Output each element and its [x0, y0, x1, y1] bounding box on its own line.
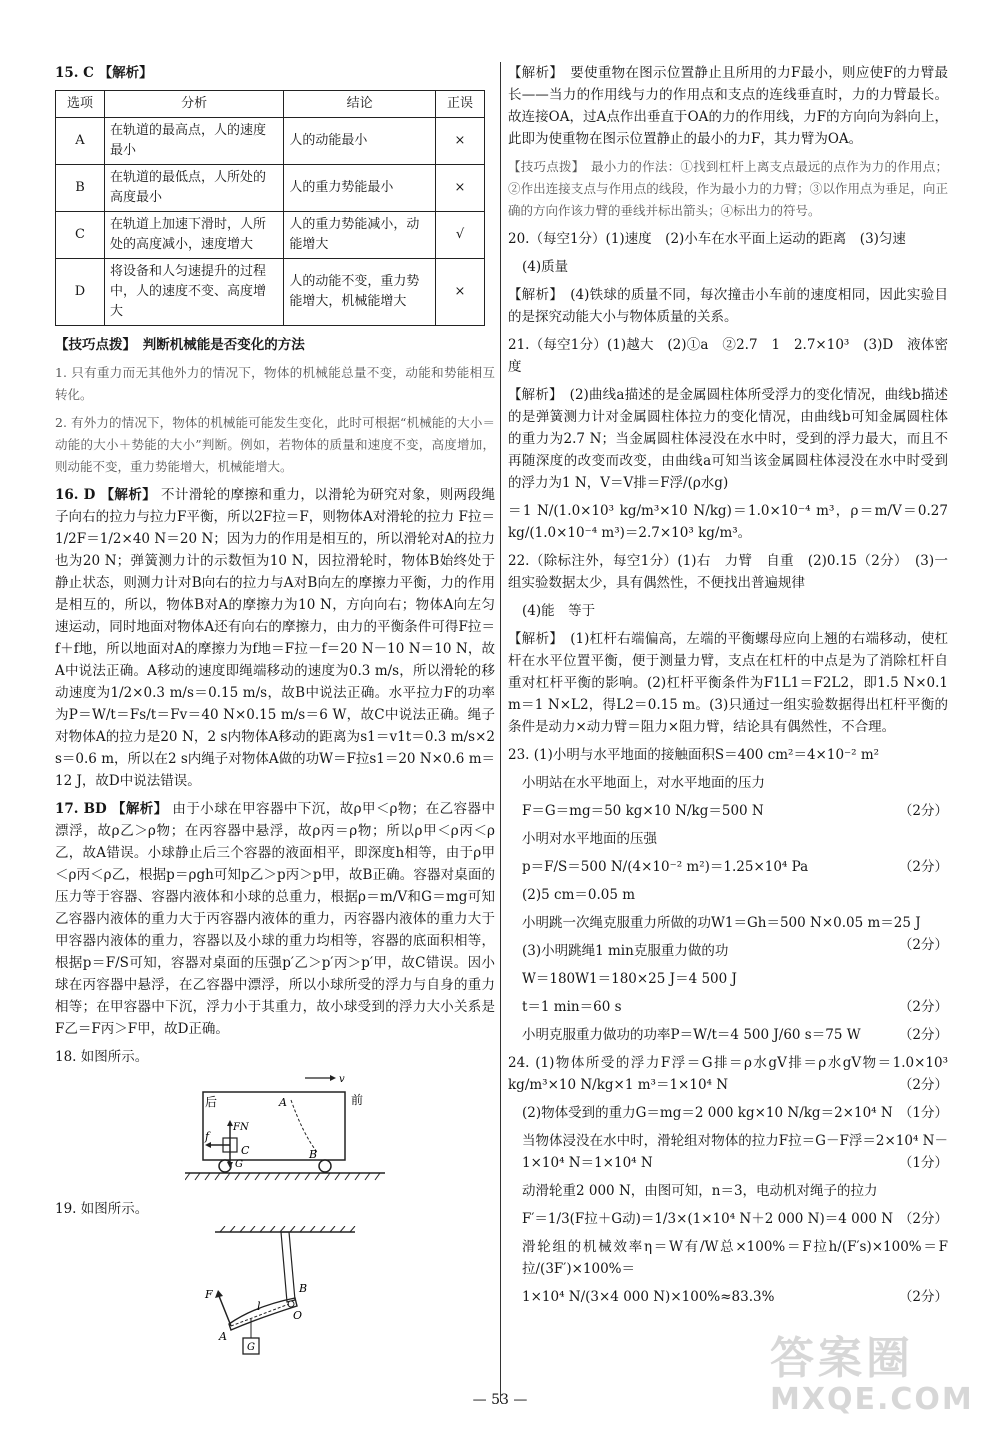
cell-mark: √	[436, 212, 485, 259]
q22-answer-cont: (4)能 等于	[522, 603, 596, 619]
label-A: A	[279, 1096, 287, 1109]
label-back: 后	[205, 1095, 218, 1109]
ball-path	[291, 1100, 317, 1152]
cart-wheel	[319, 1160, 331, 1172]
cell-option: D	[56, 259, 105, 326]
q20-analysis: 【解析】 (4)铁球的质量不同，每次撞击小车前的速度相同，因此实验目的是探究动能大小与物体质量的关系。	[508, 287, 948, 325]
cell-conclusion: 人的重力势能减小，动能增大	[284, 212, 436, 259]
q16-head: 16. D 【解析】	[55, 487, 157, 503]
q23-formula-work: 小明跳一次绳克服重力所做的功W1＝Gh＝500 N×0.05 m＝25 J	[522, 915, 921, 931]
q24-line-1	[508, 1052, 948, 1096]
label-front: 前	[351, 1093, 364, 1107]
q24-line-2	[508, 1102, 948, 1124]
q19-lever-diagram	[195, 1226, 365, 1366]
q15-tip-1: 1. 只有重力而无其他外力的情况下，物体的机械能总量不变，动能和势能相互转化。	[55, 365, 495, 402]
label-G: G	[235, 1159, 243, 1170]
cell-analysis: 将设备和人匀速提升的过程中，人的速度不变、高度增大	[104, 259, 283, 326]
q18-cart-diagram	[185, 1074, 385, 1184]
q23-points: （2分）	[898, 859, 948, 875]
q18-head: 18. 如图所示。	[55, 1049, 149, 1065]
q22-answer: 22.（除标注外，每空1分）(1)右 力臂 自重 (2)0.15（2分） (3)一组实验数据太少，具有偶然性，不便找出普遍规律	[508, 553, 948, 591]
cell-conclusion: 人的动能最小	[284, 118, 436, 165]
q23-line-11	[508, 1024, 948, 1046]
q24-points: （2分）	[898, 1211, 948, 1227]
cart-body	[203, 1092, 345, 1160]
q24-formula-efficiency: 1×10⁴ N/(3×4 000 N)×100%≈83.3%	[522, 1289, 775, 1305]
right-column	[508, 62, 948, 1314]
label-FN: FN	[233, 1122, 249, 1133]
q17-text: 由于小球在甲容器中下沉，故ρ甲＜ρ物；在乙容器中漂浮，故ρ乙＞ρ物；在丙容器中悬浮，故ρ丙＝ρ物；所以ρ甲＜ρ丙＜ρ乙，故A错误。小球静止后三个容器的液面相平，即深度h相等，由于ρ甲＜ρ丙＜ρ乙，根据p＝ρgh可知p乙＞p丙＞p甲，故B正确。容器对桌面的压力等于容器、容器内液体和小球的总重力，根据ρ＝m/V和G＝mg可知乙容器内液体的重力大于丙容器内液体的重力，丙容器内液体的重力大于甲容器内液体的重力，容器以及小球的重力均相等，容器的底面积相等，根据p＝F/S可知，容器对桌面的压强p′乙＞p′丙＞p′甲，故C错误。因小球在丙容器中悬浮，在乙容器中漂浮，所以小球所受的浮力与自身的重力相等；在甲容器中下沉，浮力小于其重力，故小球受到的浮力大小关系是F乙＝F丙＞F甲，故D正确。	[55, 801, 495, 1037]
force-F-arrowhead	[215, 1290, 223, 1298]
table-row	[56, 165, 485, 212]
q23-line-6: (2)5 cm＝0.05 m	[522, 887, 636, 903]
q23-formula-time: t＝1 min＝60 s	[522, 999, 622, 1015]
cell-mark: ×	[436, 165, 485, 212]
q19-head: 19. 如图所示。	[55, 1201, 149, 1217]
table-row	[56, 212, 485, 259]
table-header-row	[56, 91, 485, 118]
q23-line-3	[508, 800, 948, 822]
table-row	[56, 118, 485, 165]
q22-analysis: 【解析】 (1)杠杆右端偏高，左端的平衡螺母应向上翘的右端移动，使杠杆在水平位置平衡，便于测量力臂，支点在杠杆的中点是为了消除杠杆自重对杠杆平衡的影响。(2)杠杆平衡条件为F1L1＝F2L2，即1.5 N×0.1 m＝1 N×L2，得L2＝0.15 m。(3)只通过一组实验数据得出杠杆平衡的条件是动力×动力臂＝阻力×阻力臂，结论具有偶然性，不合理。	[508, 631, 948, 735]
q19-analysis: 【解析】 要使重物在图示位置静止且所用的力F最小，则应使F的力臂最长——当力的作用线与力的作用点和支点的连线垂直时，力的力臂最长。故连接OA，过A点作出垂直于OA的力的作用线，力F的方向向为斜向上，此即为使重物在图示位置静止的最小的力F，其力臂为OA。	[508, 65, 948, 147]
q18-figure	[185, 1074, 385, 1184]
watermark-line-1: 答案圈	[770, 1333, 914, 1384]
q23-points: （2分）	[898, 937, 948, 953]
q17-block	[55, 798, 495, 1040]
q23-line-10	[508, 996, 948, 1018]
left-column	[55, 62, 495, 1380]
cell-conclusion: 人的动能不变，重力势能增大，机械能增大	[284, 259, 436, 326]
col-header-option: 选项	[56, 91, 105, 118]
force-F-arrow	[219, 1296, 231, 1326]
cell-analysis: 在轨道的最高点，人的速度最小	[104, 118, 283, 165]
q23-formula-power: 小明克服重力做功的功率P＝W/t＝4 500 J/60 s＝75 W	[522, 1027, 861, 1043]
column-divider	[500, 62, 501, 1402]
q24-points: （1分）	[898, 1155, 948, 1171]
q16-text-1: 不计滑轮的摩擦和重力，以滑轮为研究对象，则两段绳子向右的拉力与拉力F平衡，所以2F拉＝F，则物体A对滑轮的拉力	[55, 487, 496, 525]
table-row	[56, 259, 485, 326]
label-F: F	[205, 1288, 213, 1301]
q23-formula-pressure: p＝F/S＝500 N/(4×10⁻² m²)＝1.25×10⁴ Pa	[522, 859, 809, 875]
label-B: B	[309, 1148, 318, 1161]
label-l: l	[257, 1300, 261, 1313]
q24-line-5	[508, 1208, 948, 1230]
watermark-logo	[770, 1322, 974, 1417]
q16-block	[55, 484, 495, 792]
q23-line-5	[508, 856, 948, 878]
q23-points: （2分）	[898, 999, 948, 1015]
velocity-arrowhead	[330, 1075, 336, 1081]
q20-answer: 20.（每空1分）(1)速度 (2)小车在水平面上运动的距离 (3)匀速	[508, 231, 906, 247]
q23-line-2: 小明站在水平地面上，对水平地面的压力	[522, 775, 765, 791]
col-header-analysis: 分析	[104, 91, 283, 118]
q19-figure	[195, 1226, 365, 1366]
label-C: C	[241, 1144, 250, 1157]
q16-text-2: F拉＝1/2F＝1/2×40 N＝20 N；因为力的作用是相互的，所以滑轮对A的拉力也为20 N；弹簧测力计的示数恒为10 N，因拉滑轮时，物体B始终处于静止状态，则测力计对B向右的拉力与A对B向左的摩擦力平衡，力的作用是相互的，所以，物体B对A的摩擦力为10 N，方向向右；物体A向左匀速运动，同时地面对物体A还有向右的摩擦力，由力的平衡条件可得F拉＝f＋f地，所以地面对A的摩擦力为f地＝F拉－f＝20 N－10 N＝10 N，故A中说法正确。A移动的速度即绳端移动的速度为0.3 m/s，所以滑轮的移动速度为1/2×0.3 m/s＝0.15 m/s，故B中说法正确。水平拉力F的功率为P＝W/t＝Fs/t＝Fv＝40 N×0.15 m/s＝6 W，故C中说法正确。绳子对物体A的拉力是20 N，2 s内物体A移动的距离为s1＝v1t＝0.3 m/s×2 s＝0.6 m，所以在2 s内绳子对物体A做的功W＝F拉s1＝20 N×0.6 m＝12 J，故D中说法错误。	[55, 509, 495, 789]
q17-head: 17. BD 【解析】	[55, 801, 168, 817]
q24-line-7	[508, 1286, 948, 1308]
q24-points: （1分）	[898, 1105, 948, 1121]
ceiling-hatch	[220, 1226, 355, 1232]
q23-line-1: 23. (1)小明与水平地面的接触面积S＝400 cm²＝4×10⁻² m²	[508, 747, 880, 763]
q24-line-4: 动滑轮重2 000 N，由图可知，n＝3，电动机对绳子的拉力	[522, 1183, 878, 1199]
label-O: O	[293, 1309, 303, 1322]
cell-mark: ×	[436, 259, 485, 326]
q23-line-9: W＝180W1＝180×25 J＝4 500 J	[522, 971, 737, 987]
q24-points: （2分）	[898, 1077, 948, 1093]
q20-answer-cont: (4)质量	[522, 259, 569, 275]
watermark-line-2: MXQE.COM	[770, 1382, 974, 1417]
q21-analysis: 【解析】 (2)曲线a描述的是金属圆柱体所受浮力的变化情况，曲线b描述的是弹簧测力计对金属圆柱体拉力的变化情况，由曲线b可知金属圆柱体的重力为2.7 N；当金属圆柱体浸没在水中时，受到的浮力最大，而且不再随深度的改变而改变，由曲线a可知当该金属圆柱体浸没在水中时受到的浮力为1 N，V＝V排＝F浮/(ρ水g)	[508, 387, 948, 491]
cell-conclusion: 人的重力势能最小	[284, 165, 436, 212]
lever-arm	[229, 1298, 297, 1330]
q19-tip: 【技巧点拨】 最小力的作法：①找到杠杆上离支点最远的点作为力的作用点；②作出连接支点与作用点的线段，作为最小力的力臂；③以作用点为垂足，向正确的方向作该力臂的垂线并标出箭头；④标出力的符号。	[508, 159, 948, 218]
q23-formula-pressure-force: F＝G＝mg＝50 kg×10 N/kg＝500 N	[522, 803, 764, 819]
cell-option: C	[56, 212, 105, 259]
q21-answer: 21.（每空1分）(1)越大 (2)①a ②2.7 1 2.7×10³ (3)D 液体密度	[508, 337, 948, 375]
q24-line-6: 滑轮组的机械效率η＝W有/W总×100%＝F拉h/(F′s)×100%＝F拉/(3F′)×100%＝	[522, 1239, 948, 1277]
page-number: — 53 —	[472, 1392, 528, 1408]
q24-formula-gravity: (2)物体受到的重力G＝mg＝2 000 kg×10 N/kg＝2×10⁴ N	[522, 1105, 893, 1121]
cell-analysis: 在轨道的最低点，人所处的高度最小	[104, 165, 283, 212]
support-bar	[281, 1232, 295, 1302]
label-v: v	[339, 1074, 345, 1085]
q21-calculation: ＝1 N/(1.0×10³ kg/m³×10 N/kg)＝1.0×10⁻⁴ m³，ρ＝m/V＝0.27 kg/(1.0×10⁻⁴ m³)＝2.7×10³ kg/m³。	[508, 503, 948, 541]
q15-tip-heading: 【技巧点拨】 判断机械能是否变化的方法	[55, 337, 305, 353]
col-header-correctness: 正误	[436, 91, 485, 118]
q24-formula-buoyancy: 24. (1)物体所受的浮力F浮＝G排＝ρ水gV排＝ρ水gV物＝1.0×10³ kg/m³×10 N/kg×1 m³＝1×10⁴ N	[508, 1055, 948, 1093]
label-f: f	[205, 1130, 210, 1143]
q24-line-3	[508, 1130, 948, 1174]
label-A: A	[219, 1330, 227, 1343]
cell-option: B	[56, 165, 105, 212]
cell-mark: ×	[436, 118, 485, 165]
q23-line-8: (3)小明跳绳1 min克服重力做的功	[522, 943, 729, 959]
cell-analysis: 在轨道上加速下滑时，人所处的高度减小，速度增大	[104, 212, 283, 259]
q23-points: （2分）	[898, 803, 948, 819]
cell-option: A	[56, 118, 105, 165]
q15-tip-2: 2. 有外力的情况下，物体的机械能可能发生变化，此时可根据“机械能的大小＝动能的大小＋势能的大小”判断。例如，若物体的质量和速度不变，高度增加，则动能不变，重力势能增大，机械能增大。	[55, 415, 495, 474]
col-header-conclusion: 结论	[284, 91, 436, 118]
q15-analysis-table	[55, 90, 485, 326]
q24-points: （2分）	[898, 1289, 948, 1305]
label-G: G	[247, 1342, 255, 1353]
q24-formula-pull: 当物体浸没在水中时，滑轮组对物体的拉力F拉＝G－F浮＝2×10⁴ N－1×10⁴ N＝1×10⁴ N	[522, 1133, 948, 1171]
q15-head: 15. C 【解析】	[55, 65, 153, 81]
q24-formula-motor-pull: F′＝1/3(F拉＋G动)＝1/3×(1×10⁴ N＋2 000 N)＝4 000 N	[522, 1211, 894, 1227]
ground-hatch	[185, 1173, 380, 1180]
q23-line-4: 小明对水平地面的压强	[522, 831, 657, 847]
q23-points: （2分）	[898, 1027, 948, 1043]
label-B: B	[299, 1282, 308, 1295]
